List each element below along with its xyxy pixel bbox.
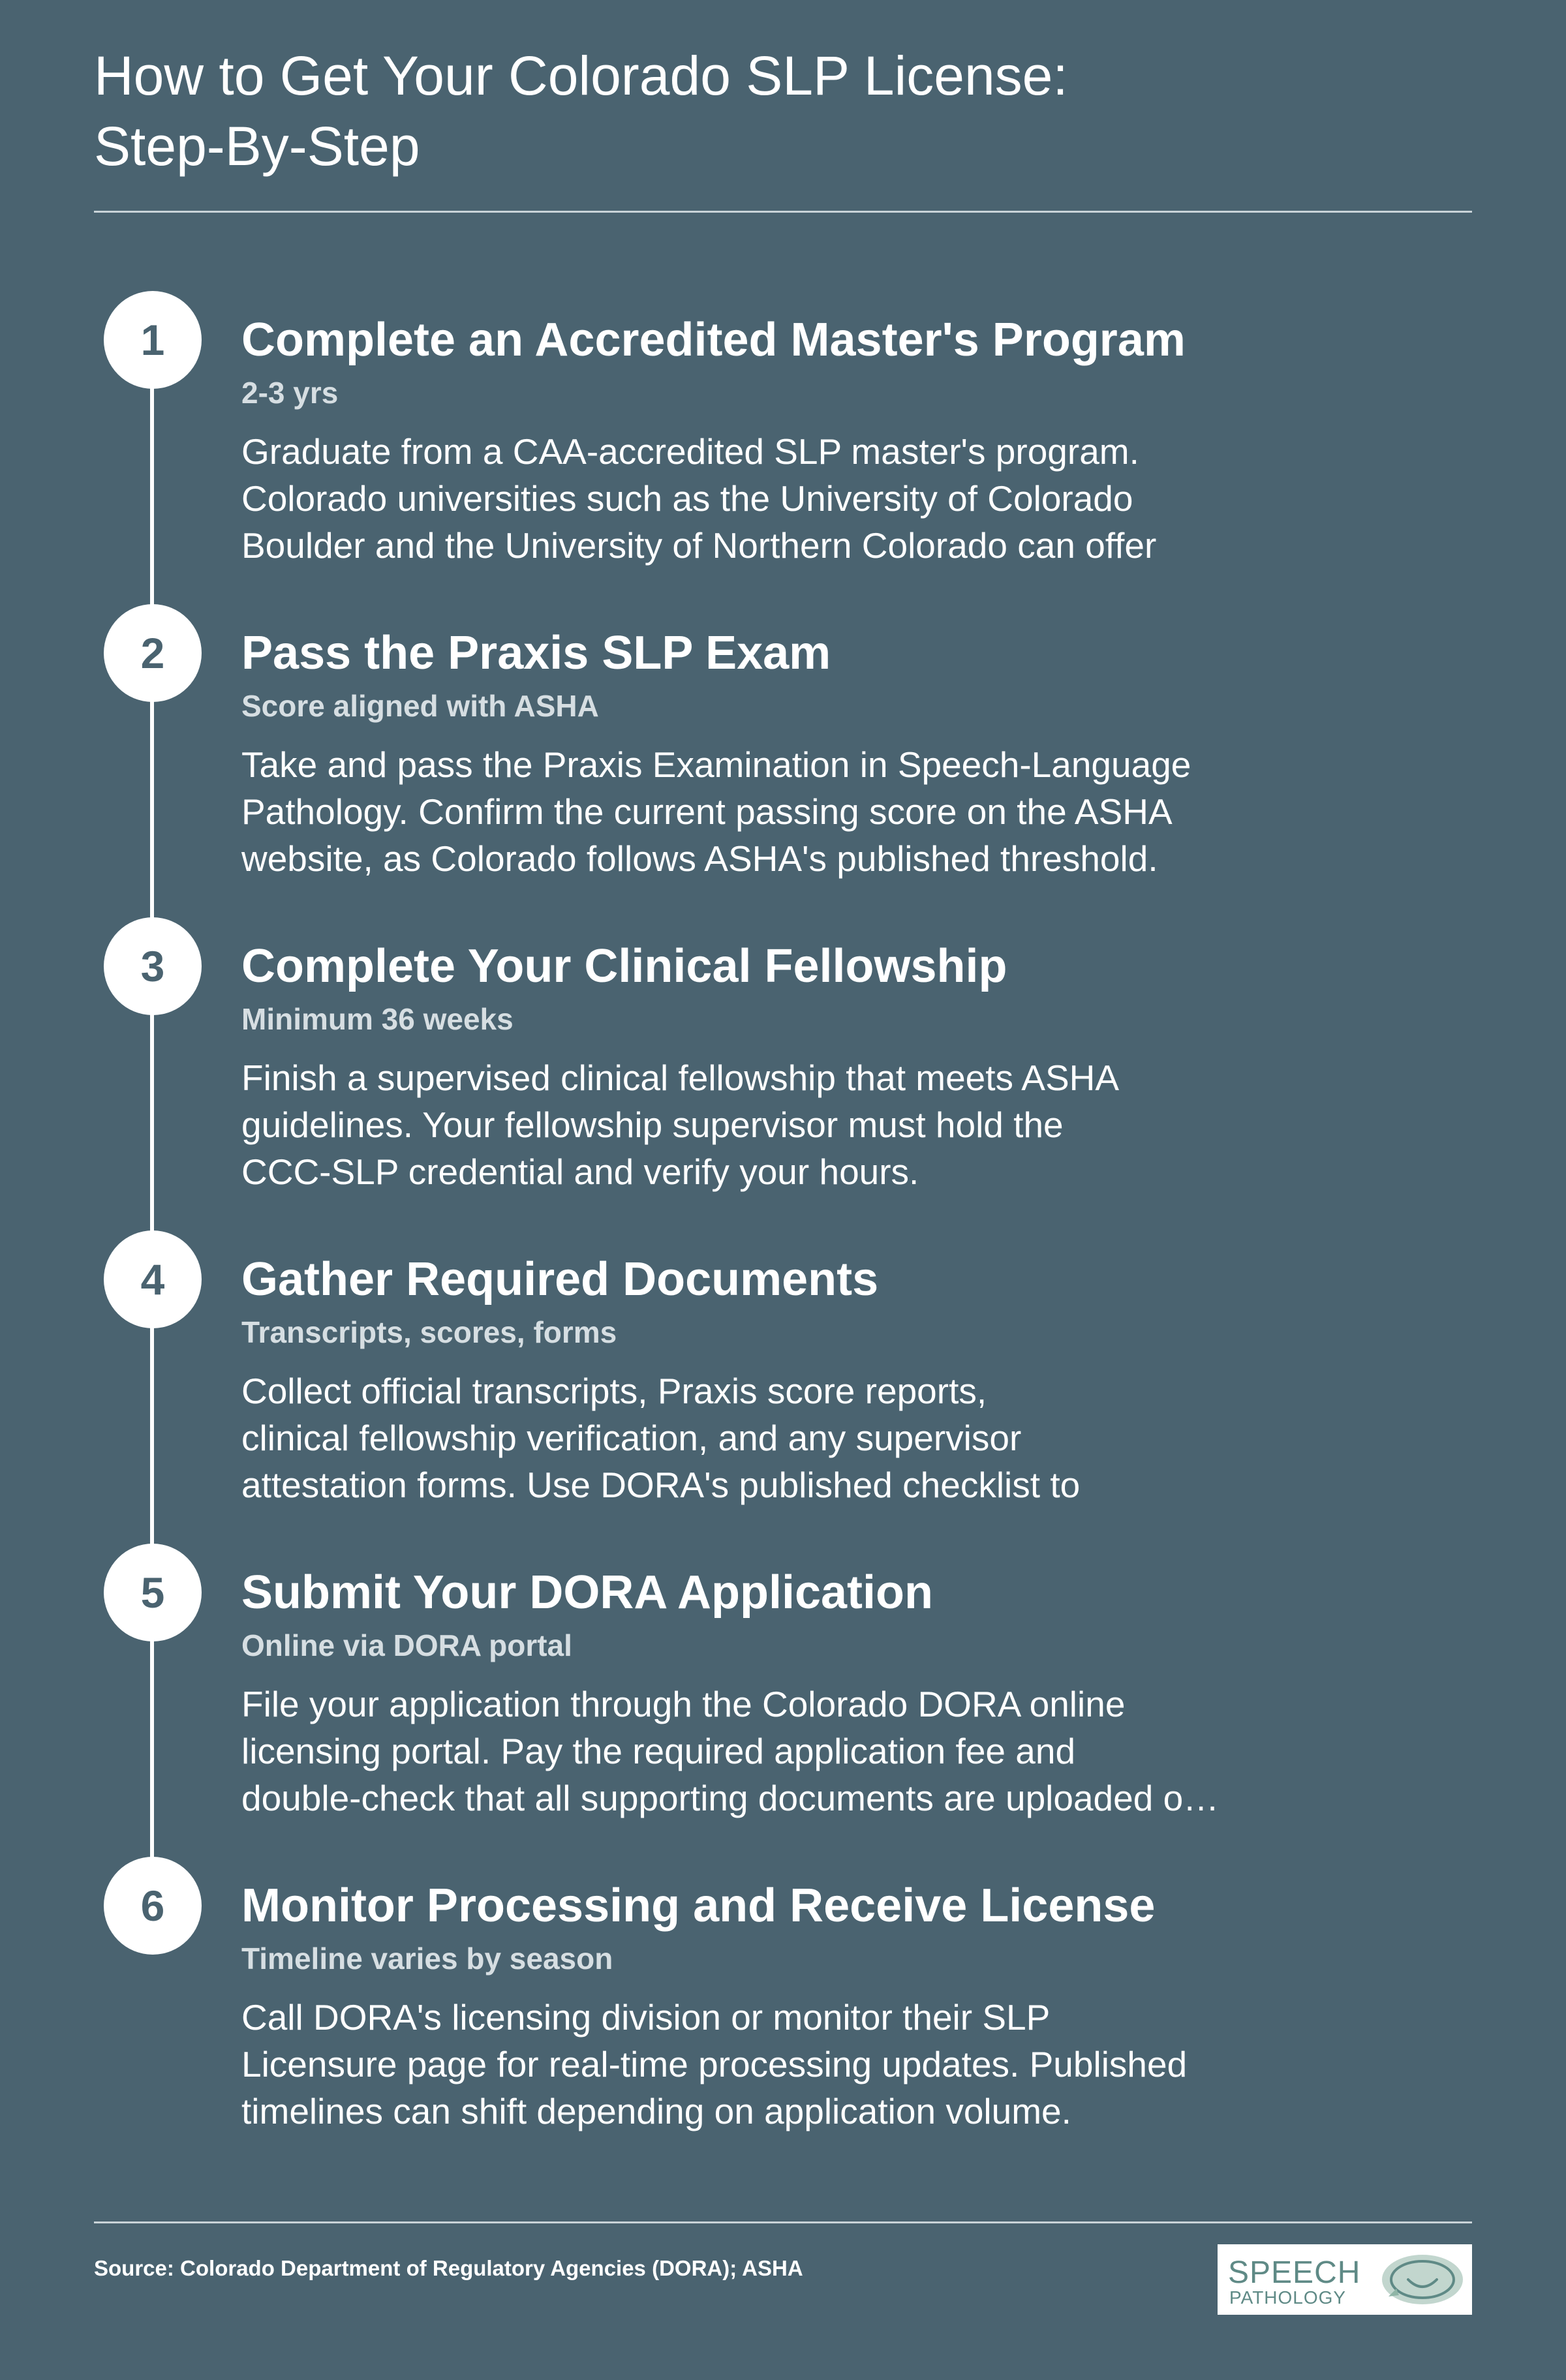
step-subtitle: Timeline varies by season	[241, 1942, 613, 1976]
step-description-line: Licensure page for real-time processing updates. Published	[241, 2044, 1188, 2084]
step-5	[0, 1544, 1566, 1857]
step-3	[0, 917, 1566, 1230]
step-number-badge: 5	[104, 1544, 202, 1641]
step-description-line: timelines can shift depending on application volume.	[241, 2091, 1071, 2131]
step-title: Pass the Praxis SLP Exam	[241, 627, 831, 679]
step-1	[0, 291, 1566, 604]
top-divider	[94, 211, 1472, 213]
step-number-badge: 3	[104, 917, 202, 1015]
speech-pathology-logo	[1218, 2244, 1472, 2315]
step-description-line: Pathology. Confirm the current passing score on the ASHA	[241, 791, 1173, 832]
step-4	[0, 1230, 1566, 1544]
step-description-line: Graduate from a CAA-accredited SLP master's program.	[241, 431, 1139, 472]
step-title: Complete Your Clinical Fellowship	[241, 940, 1007, 992]
step-title: Submit Your DORA Application	[241, 1566, 933, 1619]
step-description-line: Call DORA's licensing division or monitor their SLP	[241, 1997, 1051, 2037]
step-number-badge: 1	[104, 291, 202, 389]
step-subtitle: Transcripts, scores, forms	[241, 1315, 617, 1349]
step-description	[241, 1994, 1285, 2135]
step-description-line: licensing portal. Pay the required application fee and	[241, 1731, 1076, 1771]
bottom-divider	[94, 2221, 1472, 2223]
step-description-line: Colorado universities such as the University of Colorado	[241, 478, 1133, 519]
step-subtitle: Online via DORA portal	[241, 1628, 572, 1662]
step-2	[0, 604, 1566, 917]
step-description-line: Collect official transcripts, Praxis score reports,	[241, 1371, 987, 1411]
step-number-badge: 2	[104, 604, 202, 702]
step-description-line: Boulder and the University of Northern Colorado can offer	[241, 525, 1157, 566]
logo-text-speech: SPEECH	[1228, 2255, 1361, 2290]
speech-bubble-icon	[1374, 2251, 1466, 2308]
step-subtitle: Minimum 36 weeks	[241, 1002, 514, 1036]
step-description	[241, 1681, 1285, 1822]
step-description-line: File your application through the Colorado DORA online	[241, 1684, 1126, 1724]
step-number-badge: 6	[104, 1857, 202, 1955]
step-6	[0, 1857, 1566, 2170]
logo-text-pathology: PATHOLOGY	[1229, 2287, 1347, 2308]
step-description	[241, 1054, 1285, 1195]
step-description-line: guidelines. Your fellowship supervisor must hold the	[241, 1105, 1064, 1145]
step-description-line: attestation forms. Use DORA's published checklist to	[241, 1465, 1081, 1505]
step-description-line: double-check that all supporting documents are uploaded o…	[241, 1778, 1220, 1818]
step-title: Complete an Accredited Master's Program	[241, 314, 1186, 366]
step-number-badge: 4	[104, 1230, 202, 1328]
step-description	[241, 1367, 1285, 1508]
step-subtitle: 2-3 yrs	[241, 376, 339, 410]
step-title: Monitor Processing and Receive License	[241, 1880, 1156, 1932]
step-description-line: website, as Colorado follows ASHA's published threshold.	[241, 838, 1158, 879]
title-line-2: Step-By-Step	[94, 115, 420, 177]
step-description-line: Finish a supervised clinical fellowship that meets ASHA	[241, 1058, 1120, 1098]
step-description-line: Take and pass the Praxis Examination in Speech-Language	[241, 744, 1191, 785]
step-description	[241, 428, 1285, 569]
step-title: Gather Required Documents	[241, 1253, 879, 1305]
title-line-1: How to Get Your Colorado SLP License:	[94, 45, 1068, 106]
source-citation: Source: Colorado Department of Regulatory Agencies (DORA); ASHA	[94, 2256, 803, 2280]
step-description	[241, 741, 1285, 882]
step-description-line: CCC-SLP credential and verify your hours.	[241, 1152, 919, 1192]
step-subtitle: Score aligned with ASHA	[241, 689, 599, 723]
page-title	[94, 40, 1399, 181]
step-description-line: clinical fellowship verification, and any supervisor	[241, 1418, 1022, 1458]
